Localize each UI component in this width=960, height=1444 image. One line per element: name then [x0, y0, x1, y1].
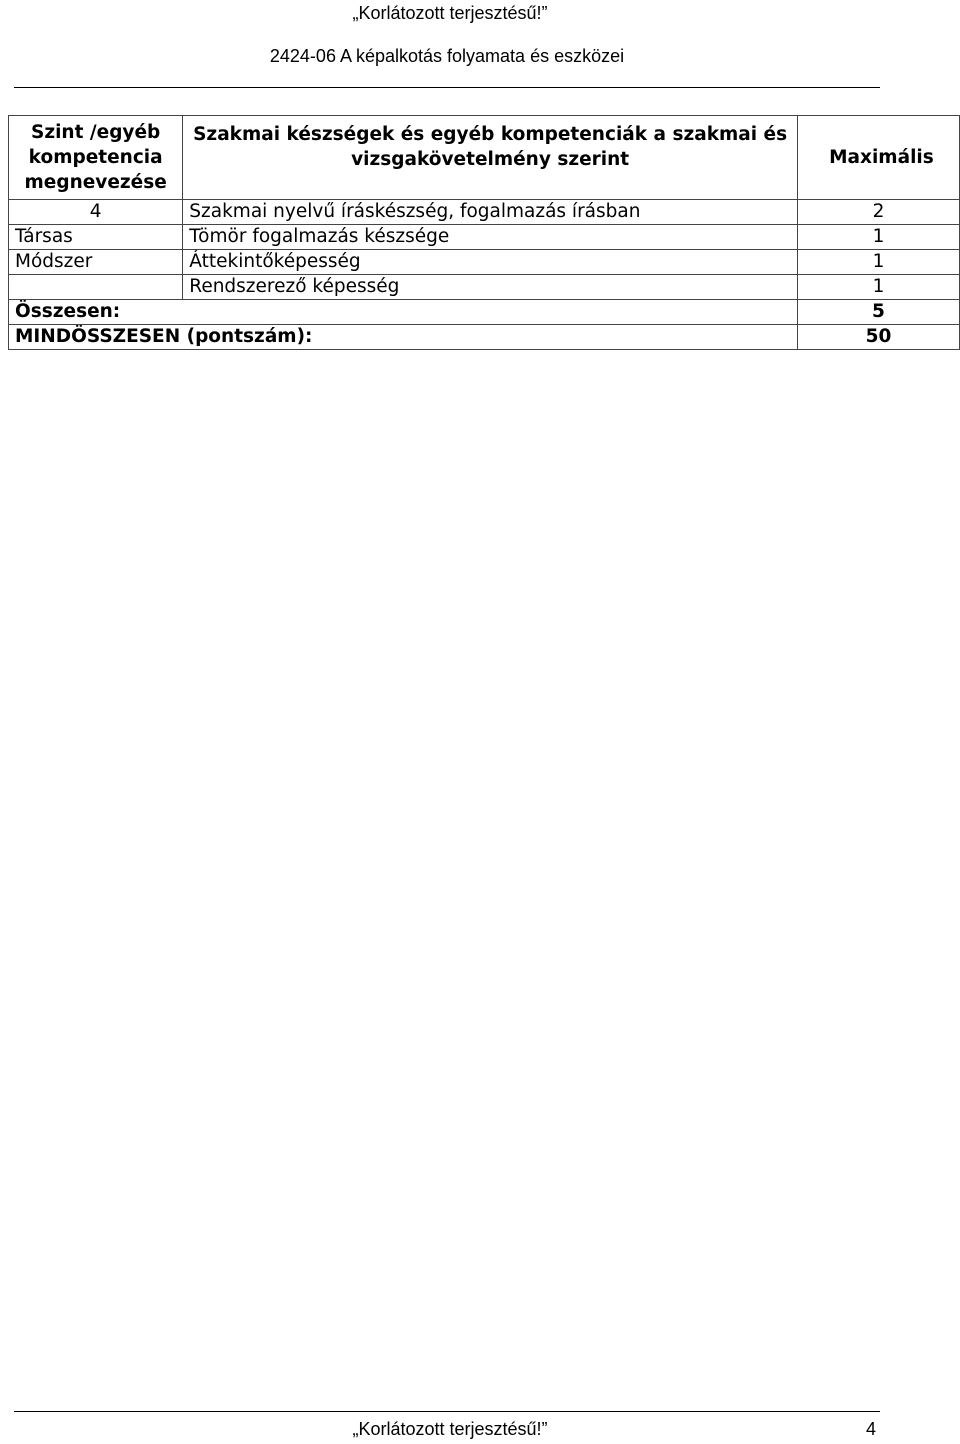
header-subtitle: 2424-06 A képalkotás folyamata és eszközei	[269, 46, 625, 66]
header-skills: Szakmai készségek és egyéb kompetenciák a szakmai és vizsgakövetelmény szerint	[183, 116, 798, 200]
table-header-row	[9, 116, 960, 200]
row-max: 1	[797, 250, 959, 275]
subtotal-value: 5	[797, 300, 959, 325]
grand-total-label: MINDÖSSZESEN (pontszám):	[9, 325, 798, 350]
table-row	[9, 225, 960, 250]
row-level: Társas	[9, 225, 183, 250]
assessment-table	[8, 115, 960, 350]
row-level: Módszer	[9, 250, 183, 275]
header-max: Maximális	[797, 116, 959, 200]
row-skill: Tömör fogalmazás készsége	[183, 225, 798, 250]
page-number: 4	[866, 1419, 877, 1439]
footer-notice: „Korlátozott terjesztésű!”	[352, 1419, 548, 1439]
row-skill: Áttekintőképesség	[183, 250, 798, 275]
row-skill: Szakmai nyelvű íráskészség, fogalmazás írásban	[183, 200, 798, 225]
header-rule	[14, 87, 880, 88]
row-level	[9, 275, 183, 300]
subtotal-row	[9, 300, 960, 325]
header-notice: „Korlátozott terjesztésű!”	[352, 3, 548, 23]
footer-rule	[14, 1411, 880, 1412]
row-level: 4	[9, 200, 183, 225]
row-max: 1	[797, 225, 959, 250]
table-row	[9, 200, 960, 225]
subtotal-label: Összesen:	[9, 300, 798, 325]
grand-total-value: 50	[797, 325, 959, 350]
table-row	[9, 275, 960, 300]
grand-total-row	[9, 325, 960, 350]
header-level: Szint /egyéb kompetencia megnevezése	[9, 116, 183, 200]
table-row	[9, 250, 960, 275]
row-max: 1	[797, 275, 959, 300]
row-max: 2	[797, 200, 959, 225]
row-skill: Rendszerező képesség	[183, 275, 798, 300]
